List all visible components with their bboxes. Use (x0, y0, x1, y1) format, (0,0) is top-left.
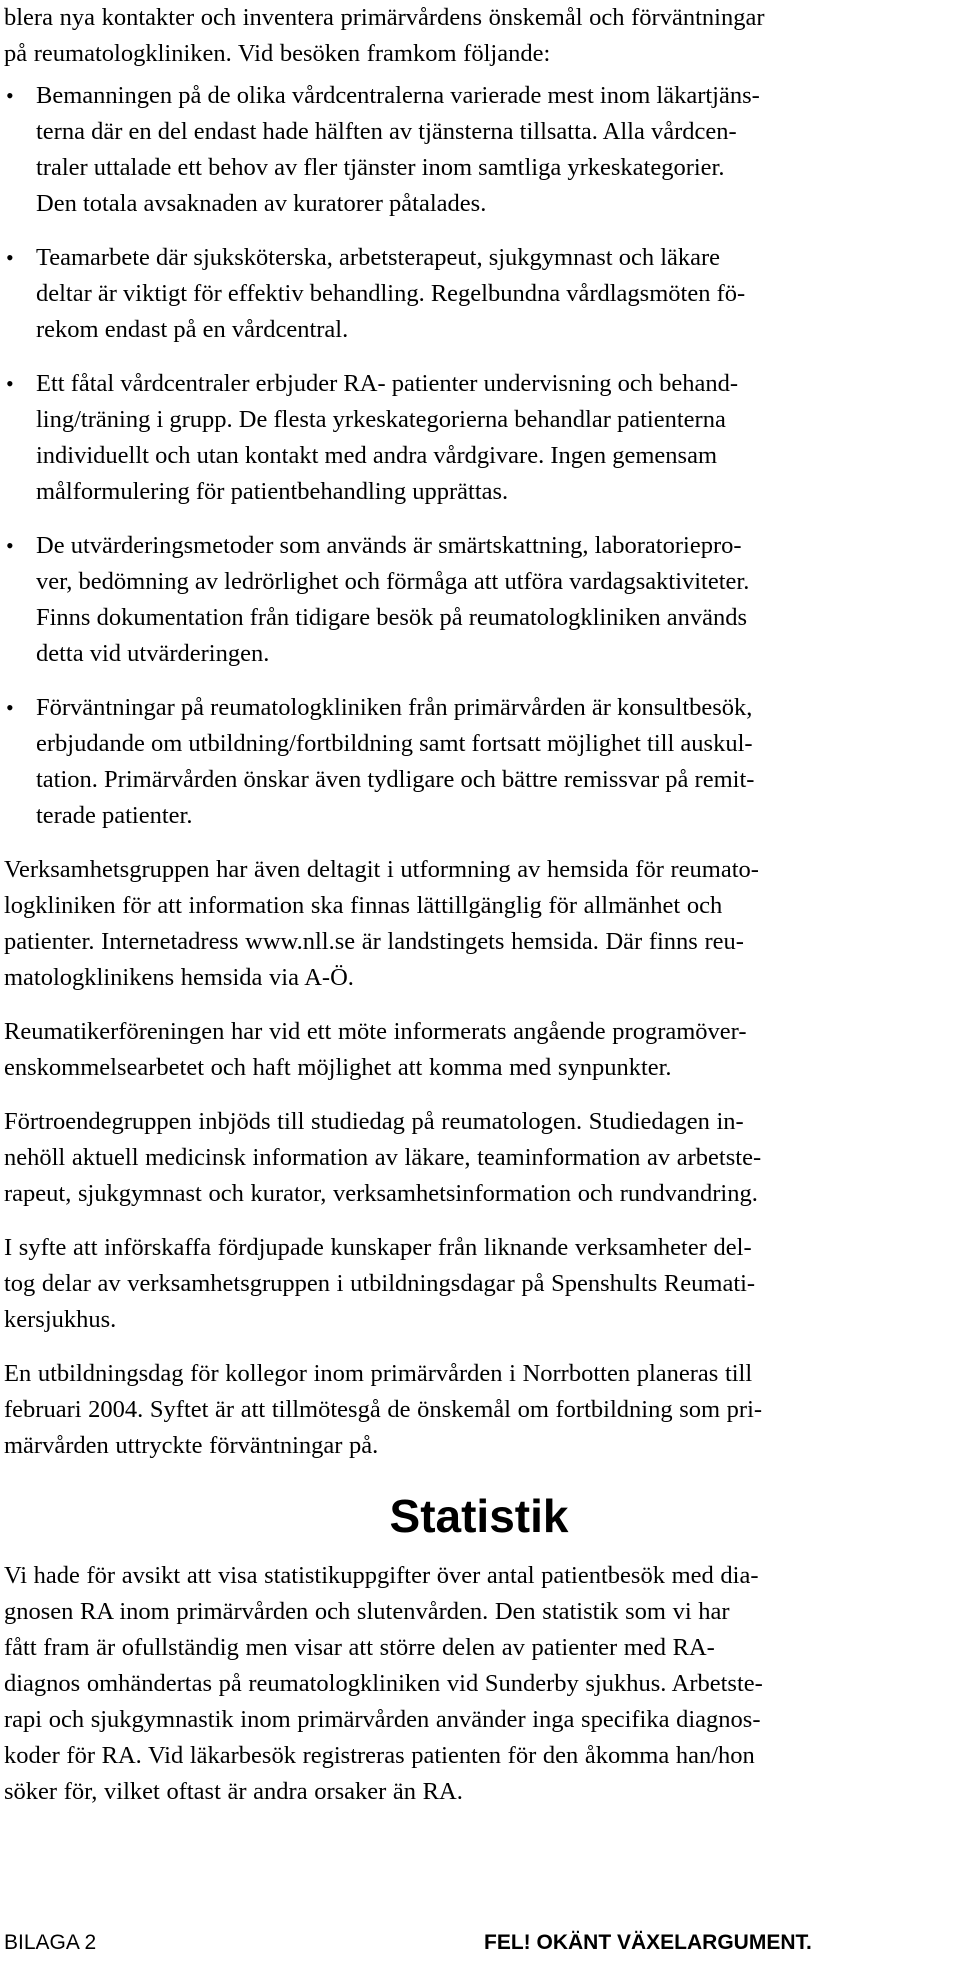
paragraph-association (4, 1014, 954, 1086)
bullet-item-teamwork (4, 240, 954, 348)
paragraph-line: Verksamhetsgruppen har även deltagit i utformning av hemsida för reumato- (4, 856, 759, 883)
paragraph-website (4, 852, 954, 996)
paragraph-line: koder för RA. Vid läkarbesök registreras patienten för den åkomma han/hon (4, 1742, 755, 1769)
paragraph-line: diagnos omhändertas på reumatologkliniken vid Sunderby sjukhus. Arbetste- (4, 1670, 763, 1697)
bullet-item-expectations (4, 690, 954, 834)
bullet-line: ver, bedömning av ledrörlighet och förmåga att utföra vardagsaktiviteter. (36, 568, 750, 595)
footer-appendix-label: BILAGA 2 (4, 1931, 97, 1954)
bullet-line: Förväntningar på reumatologkliniken från primärvården är konsultbesök, (36, 694, 753, 721)
bullet-icon: • (6, 83, 14, 108)
bullet-line: traler uttalade ett behov av fler tjänster inom samtliga yrkeskategorier. (36, 154, 725, 181)
findings-bullet-list (4, 78, 954, 834)
paragraph-line: fått fram är ofullständig men visar att större delen av patienter med RA- (4, 1634, 715, 1661)
footer-field-error: FEL! OKÄNT VÄXELARGUMENT. (484, 1931, 812, 1954)
page-footer (4, 1928, 954, 1958)
paragraph-line: patienter. Internetadress www.nll.se är landstingets hemsida. Där finns reu- (4, 928, 744, 955)
bullet-line: Bemanningen på de olika vårdcentralerna varierade mest inom läkartjäns- (36, 82, 760, 109)
bullet-line: målformulering för patientbehandling upprättas. (36, 478, 509, 505)
bullet-line: Finns dokumentation från tidigare besök på reumatologkliniken används (36, 604, 748, 631)
bullet-line: ling/träning i grupp. De flesta yrkeskategorierna behandlar patienterna (36, 406, 726, 433)
bullet-icon: • (6, 371, 14, 396)
paragraph-line: söker för, vilket oftast är andra orsaker än RA. (4, 1778, 463, 1805)
bullet-line: terade patienter. (36, 802, 193, 829)
bullet-item-group-training (4, 366, 954, 510)
paragraph-line: Reumatikerföreningen har vid ett möte informerats angående programöver- (4, 1018, 747, 1045)
bullet-line: terna där en del endast hade hälften av tjänsterna tillsatta. Alla vårdcen- (36, 118, 737, 145)
paragraph-training-days (4, 1230, 954, 1338)
paragraph-line: enskommelsearbetet och haft möjlighet att komma med synpunkter. (4, 1054, 672, 1081)
paragraph-line: tog delar av verksamhetsgruppen i utbildningsdagar på Spenshults Reumati- (4, 1270, 756, 1297)
intro-paragraph (4, 0, 954, 72)
bullet-line: erbjudande om utbildning/fortbildning samt fortsatt möjlighet till auskul- (36, 730, 753, 757)
paragraph-line: februari 2004. Syftet är att tillmötesgå de önskemål om fortbildning som pri- (4, 1396, 763, 1423)
paragraph-line: Förtroendegruppen inbjöds till studiedag på reumatologen. Studiedagen in- (4, 1108, 744, 1135)
bullet-icon: • (6, 533, 14, 558)
paragraph-line: kersjukhus. (4, 1306, 117, 1333)
paragraph-colleagues-day (4, 1356, 954, 1464)
bullet-line: Teamarbete där sjuksköterska, arbetsterapeut, sjukgymnast och läkare (36, 244, 721, 271)
paragraph-line: rapeut, sjukgymnast och kurator, verksamhetsinformation och rundvandring. (4, 1180, 758, 1207)
paragraph-statistics (4, 1558, 954, 1810)
bullet-line: Den totala avsaknaden av kuratorer påtalades. (36, 190, 487, 217)
bullet-line: Ett fåtal vårdcentraler erbjuder RA- patienter undervisning och behand- (36, 370, 739, 397)
bullet-line: tation. Primärvården önskar även tydligare och bättre remissvar på remit- (36, 766, 755, 793)
bullet-line: rekom endast på en vårdcentral. (36, 316, 349, 343)
bullet-line: De utvärderingsmetoder som används är smärtskattning, laboratoriepro- (36, 532, 742, 559)
document-page (4, 0, 954, 1810)
paragraph-line: rapi och sjukgymnastik inom primärvården använder inga specifika diagnos- (4, 1706, 761, 1733)
paragraph-line: I syfte att införskaffa fördjupade kunskaper från liknande verksamheter del- (4, 1234, 752, 1261)
paragraph-line: märvården uttryckte förväntningar på. (4, 1432, 379, 1459)
paragraph-line: Vi hade för avsikt att visa statistikuppgifter över antal patientbesök med dia- (4, 1562, 759, 1589)
paragraph-line: nehöll aktuell medicinsk information av läkare, teaminformation av arbetste- (4, 1144, 762, 1171)
bullet-item-staffing (4, 78, 954, 222)
bullet-line: detta vid utvärderingen. (36, 640, 270, 667)
section-heading-statistik: Statistik (389, 1490, 569, 1542)
bullet-line: individuellt och utan kontakt med andra vårdgivare. Ingen gemensam (36, 442, 718, 469)
bullet-line: deltar är viktigt för effektiv behandling. Regelbundna vårdlagsmöten fö- (36, 280, 746, 307)
paragraph-line: En utbildningsdag för kollegor inom primärvården i Norrbotten planeras till (4, 1360, 753, 1387)
paragraph-line: gnosen RA inom primärvården och slutenvården. Den statistik som vi har (4, 1598, 730, 1625)
paragraph-line: logkliniken för att information ska finnas lättillgänglig för allmänhet och (4, 892, 723, 919)
paragraph-trust-group (4, 1104, 954, 1212)
bullet-icon: • (6, 245, 14, 270)
bullet-icon: • (6, 695, 14, 720)
intro-line: på reumatologkliniken. Vid besöken framkom följande: (4, 40, 551, 67)
intro-line: blera nya kontakter och inventera primärvårdens önskemål och förväntningar (4, 4, 765, 31)
paragraph-line: matologklinikens hemsida via A-Ö. (4, 964, 354, 991)
bullet-item-evaluation (4, 528, 954, 672)
